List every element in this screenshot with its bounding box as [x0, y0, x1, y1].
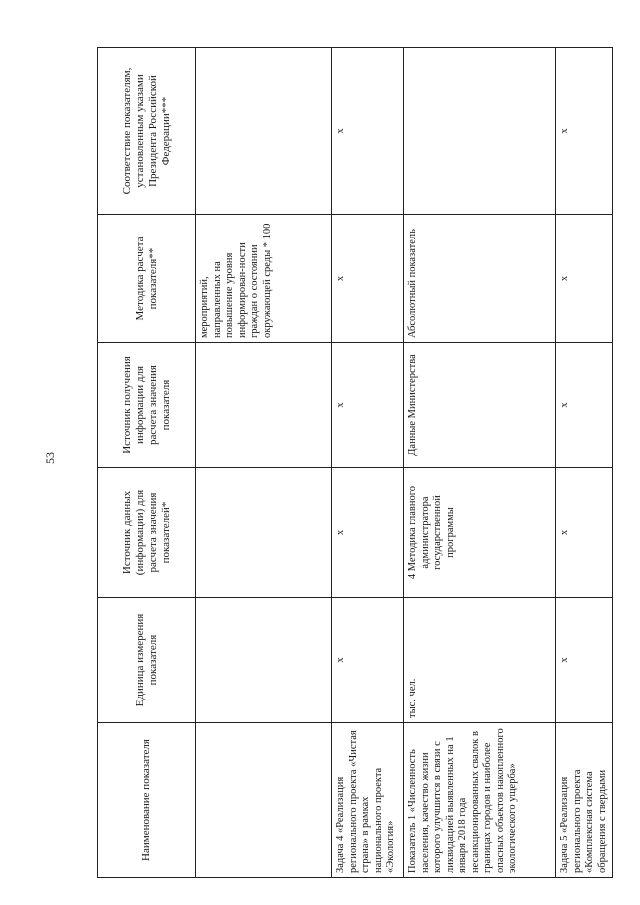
table-cell: тыс. чел.	[404, 598, 556, 723]
table-cell: мероприятий, направленных на повышение уровня информирован-ности граждан о состоянии окружающей среды * 100	[196, 215, 332, 343]
header-row	[98, 48, 196, 878]
table-row	[332, 48, 404, 878]
table-cell	[196, 468, 332, 598]
table-row	[196, 48, 332, 878]
table-cell: x	[556, 48, 613, 215]
table-cell: x	[332, 215, 404, 343]
table-cell: Задача 5 «Реализация регионального проекта «Комплексная система обращения с твердыми	[556, 723, 613, 878]
table-cell: x	[556, 343, 613, 468]
table-cell: x	[332, 598, 404, 723]
page-number: 53	[43, 452, 57, 464]
table-cell: x	[332, 468, 404, 598]
table-cell: x	[556, 215, 613, 343]
table-cell: Задача 4 «Реализация регионального проекта «Чистая страна» в рамках национального проекта «Экология»	[332, 723, 404, 878]
table-cell	[196, 723, 332, 878]
table-cell	[404, 48, 556, 215]
table-row	[404, 48, 556, 878]
table-cell	[196, 598, 332, 723]
table-cell: x	[556, 468, 613, 598]
header-cell: Методика расчета показателя**	[98, 215, 196, 343]
header-cell: Единица измерения показателя	[98, 598, 196, 723]
table-cell	[196, 343, 332, 468]
table-cell: 4 Методика главного администратора государственной программы	[404, 468, 556, 598]
table-cell: Абсолютный показатель	[404, 215, 556, 343]
header-cell: Источник получения информации для расчета значения показателя	[98, 343, 196, 468]
header-cell: Источник данных (информации) для расчета значения показателей*	[98, 468, 196, 598]
indicators-table-wrapper	[97, 48, 608, 878]
header-cell: Соответствие показателям, установленным указами Президента Российской Федерации***	[98, 48, 196, 215]
table-cell: x	[332, 48, 404, 215]
table-row	[556, 48, 613, 878]
table-cell: Показатель 1 «Численность населения, качество жизни которого улучшится в связи с ликвидацией выявленных на 1 января 2018 года несанкционированных свалок в границах городов и наиболее опасных объектов накопленного экологического ущерба»	[404, 723, 556, 878]
table-cell: x	[332, 343, 404, 468]
table-cell	[196, 48, 332, 215]
header-cell: Наименование показателя	[98, 723, 196, 878]
indicators-table	[97, 47, 613, 878]
table-cell: Данные Министерства	[404, 343, 556, 468]
table-cell: x	[556, 598, 613, 723]
